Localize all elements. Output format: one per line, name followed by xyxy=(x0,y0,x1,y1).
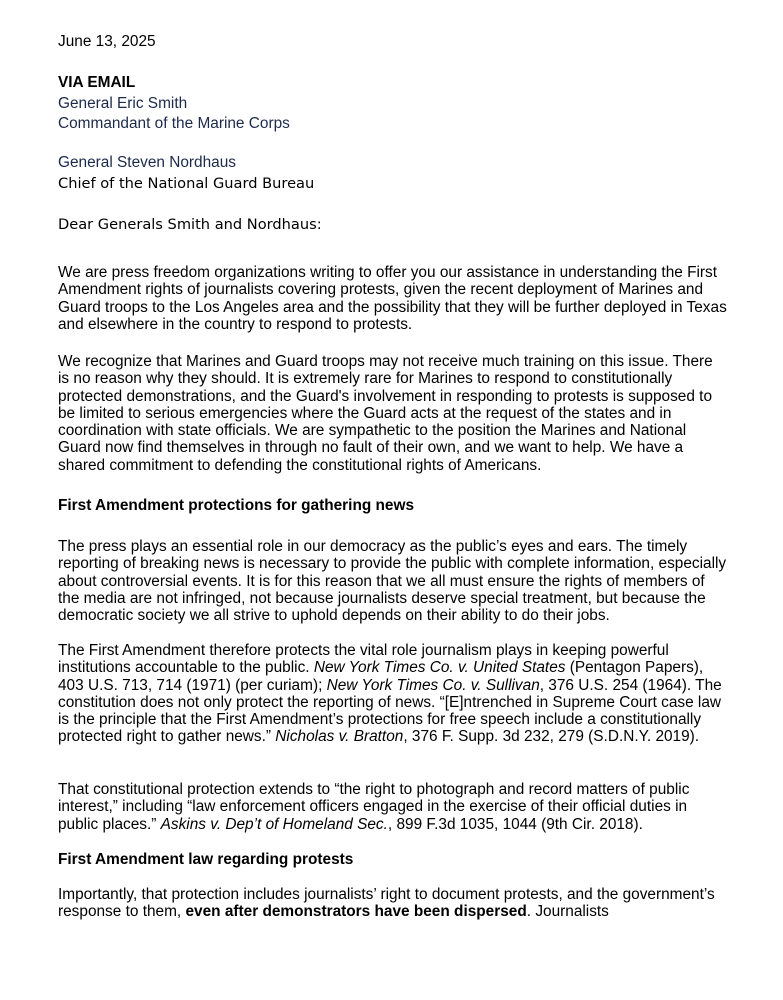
paragraph-training: We recognize that Marines and Guard troops may not receive much training on this issue. There is no reason why they should. It is extremely rare for Marines to respond to constitutionally protected demonstrations, and the Guard's involvement in responding to protests is supposed to be limited to serious emergencies where the Guard acts at the request of the states and in coordination with state officials. We are sympathetic to the position the Marines and National Guard now find themselves in through no fault of their own, and we want to help. We have a shared commitment to defending the constitutional rights of Americans. xyxy=(58,353,713,474)
case-citation-nicholas: Nicholas v. Bratton xyxy=(275,728,404,746)
recipient-block-2 xyxy=(58,153,728,194)
recipient-1-title: Commandant of the Marine Corps xyxy=(58,115,290,132)
recipient-2-title: Chief of the National Guard Bureau xyxy=(58,174,315,192)
paragraph-record-right xyxy=(58,781,728,833)
section-heading-protests: First Amendment law regarding protests xyxy=(58,851,354,868)
p4-text-2: (Pentagon Papers), 403 U.S. 713, 714 (1971) (per curiam); xyxy=(58,659,704,694)
letter-date: June 13, 2025 xyxy=(58,33,156,50)
p4-text-3: , 376 U.S. 254 (1964). The constitution does not only protect the reporting of news. “[E]ntrenched in Supreme Court case law is the principle that the First Amendment’s protections for free speech include a constitutionally protected right to gather news.” xyxy=(58,676,722,746)
case-citation-askins: Askins v. Dep’t of Homeland Sec. xyxy=(160,815,388,833)
p4-text-4: , 376 F. Supp. 3d 232, 279 (S.D.N.Y. 2019). xyxy=(403,728,700,746)
recipient-1-name: General Eric Smith xyxy=(58,94,188,112)
case-citation-sullivan: New York Times Co. v. Sullivan xyxy=(326,676,540,694)
p6-text-1: Importantly, that protection includes journalists’ right to document protests, and the government’s response to them, xyxy=(58,886,715,921)
p6-emphasis: even after demonstrators have been dispersed xyxy=(185,903,527,921)
paragraph-first-amendment xyxy=(58,642,728,746)
paragraph-intro: We are press freedom organizations writing to offer you our assistance in understanding the First Amendment rights of journalists covering protests, given the recent deployment of Marines and Guard troops to the Los Angeles area and the possibility that they will be further deployed in Texas and elsewhere in the country to respond to protests. xyxy=(58,264,727,333)
p5-text-1: That constitutional protection extends to “the right to photograph and record matters of public interest,” including “law enforcement officers engaged in the exercise of their official duties in public places.” xyxy=(58,781,690,833)
paragraph-press-role: The press plays an essential role in our democracy as the public’s eyes and ears. The timely reporting of breaking news is necessary to provide the public with complete information, especially about controversial events. It is for this reason that we all must ensure the rights of members of the media are not infringed, not because journalists deserve special treatment, but because the democratic society we all strive to uphold depends on their ability to do their jobs. xyxy=(58,538,727,625)
section-heading-newsgathering: First Amendment protections for gathering news xyxy=(58,497,415,514)
recipient-2-name: General Steven Nordhaus xyxy=(58,154,236,171)
paragraph-document-protests xyxy=(58,886,728,921)
p6-text-2: . Journalists xyxy=(526,903,609,921)
p4-text-1: The First Amendment therefore protects the vital role journalism plays in keeping powerful institutions accountable to the public. xyxy=(58,642,669,677)
p5-text-2: , 899 F.3d 1035, 1044 (9th Cir. 2018). xyxy=(387,815,643,833)
case-citation-pentagon-papers: New York Times Co. v. United States xyxy=(313,659,566,677)
recipient-block-1 xyxy=(58,73,728,135)
delivery-method: VIA EMAIL xyxy=(58,74,136,91)
salutation: Dear Generals Smith and Nordhaus: xyxy=(58,216,322,233)
